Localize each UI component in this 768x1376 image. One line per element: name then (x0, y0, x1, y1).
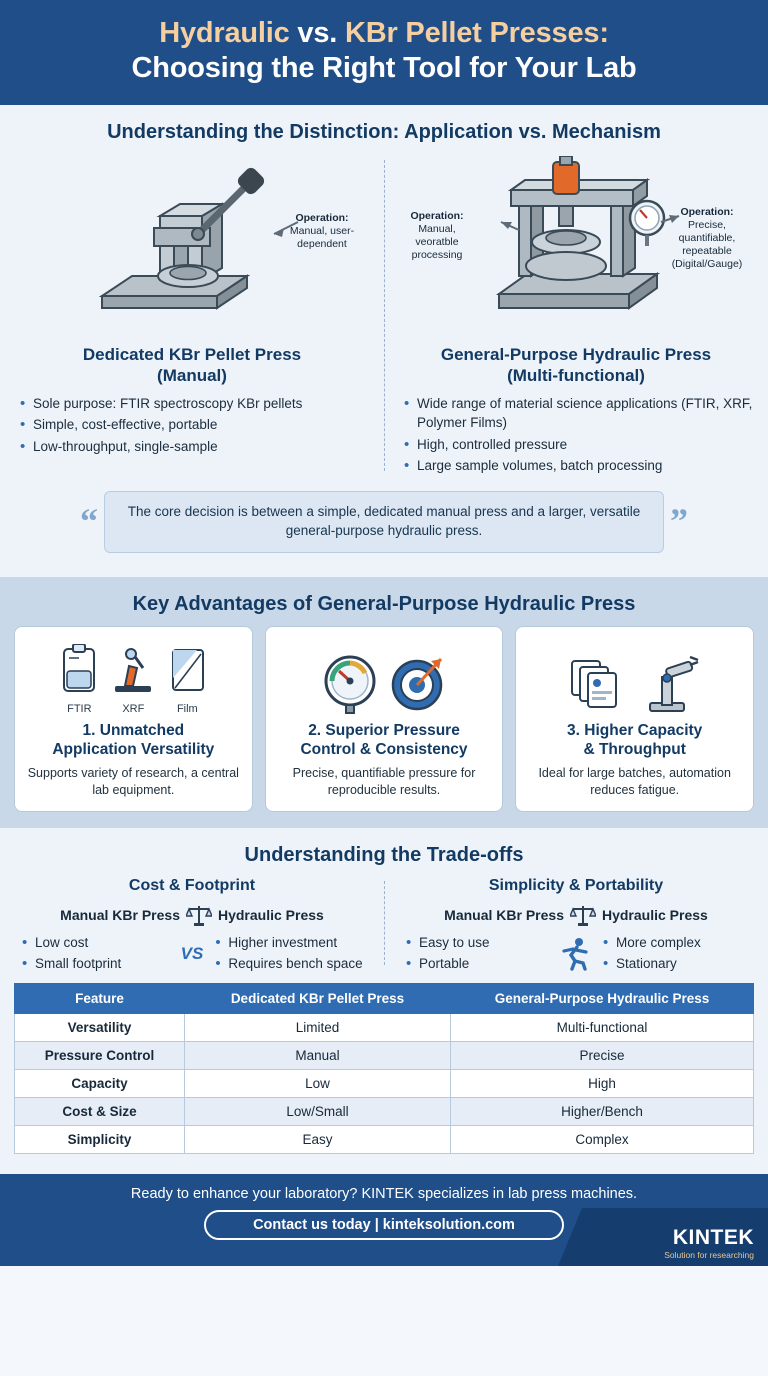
table-cell-kbr: Low/Small (184, 1098, 450, 1126)
table-row (15, 1014, 754, 1042)
icon-label-ftir: FTIR (67, 702, 92, 715)
film-sheet-icon (163, 644, 211, 696)
scales-icon (186, 903, 212, 927)
quote-text: The core decision is between a simple, dedicated manual press and a larger, versatile general-purpose hydraulic press. (104, 491, 664, 553)
list-item: • Portable (406, 954, 555, 973)
list-item: • Easy to use (406, 933, 555, 952)
table-cell-hydraulic: Higher/Bench (451, 1098, 754, 1126)
manual-press-column (0, 154, 384, 477)
table-header-hydraulic: General-Purpose Hydraulic Press (451, 984, 754, 1014)
table-row (15, 1126, 754, 1154)
list-item: • Simple, cost-effective, portable (20, 415, 370, 434)
cost-label-hydraulic: Hydraulic Press (217, 906, 324, 923)
comparison-columns (0, 154, 768, 477)
brand-tagline: Solution for researching (664, 1250, 754, 1261)
target-icon (387, 651, 449, 715)
advantage-3-heading-line1: 3. Higher Capacity (567, 721, 703, 739)
hydraulic-operation-callout-left (398, 210, 476, 263)
brand-logo (664, 1226, 754, 1260)
manual-press-heading (14, 344, 370, 387)
table-cell-kbr: Easy (184, 1126, 450, 1154)
list-item: • Small footprint (22, 954, 175, 973)
hydraulic-press-illustration (398, 154, 754, 344)
footer-text: Ready to enhance your laboratory? KINTEK specializes in lab press machines. (130, 1186, 638, 1203)
advantages-section (0, 577, 768, 828)
pressure-icons (276, 637, 493, 715)
simplicity-label-hydraulic: Hydraulic Press (601, 906, 708, 923)
list-item: • High, controlled pressure (404, 435, 754, 454)
footer-banner (0, 1174, 768, 1266)
table-cell-kbr: Low (184, 1070, 450, 1098)
advantage-1-heading-line1: 1. Unmatched (82, 721, 185, 739)
table-cell-feature: Pressure Control (15, 1042, 185, 1070)
table-cell-hydraulic: Complex (451, 1126, 754, 1154)
hydraulic-press-heading-line1: General-Purpose Hydraulic Press (440, 344, 712, 364)
list-item: • Stationary (603, 954, 752, 973)
tradeoffs-section (0, 828, 768, 1174)
sample-stack-icon (568, 651, 634, 715)
hydraulic-press-bullets (398, 394, 754, 475)
table-cell-kbr: Limited (184, 1014, 450, 1042)
advantage-card-3 (515, 626, 754, 812)
hydraulic-press-icon (461, 156, 691, 341)
cost-list-manual (16, 933, 175, 975)
table-row (15, 1042, 754, 1070)
table-header-feature: Feature (15, 984, 185, 1014)
page-title (18, 16, 750, 87)
advantage-3-heading (526, 721, 743, 759)
table-cell-hydraulic: High (451, 1070, 754, 1098)
list-item: • Large sample volumes, batch processing (404, 456, 754, 475)
hydraulic-press-column (384, 154, 768, 477)
icon-label-film: Film (176, 702, 198, 715)
robot-arm-icon (640, 651, 702, 715)
manual-press-heading-line2: (Manual) (157, 366, 227, 385)
list-item: • Low cost (22, 933, 175, 952)
hydraulic-operation-callout-right (660, 206, 754, 272)
manual-press-illustration (14, 154, 370, 344)
advantage-3-body: Ideal for large batches, automation reduces fatigue. (538, 766, 731, 797)
quote-open-icon: “ (80, 501, 98, 542)
comparison-table-wrapper (0, 975, 768, 1164)
title-mid: vs. (289, 17, 345, 49)
hydraulic-callout-left-title: Operation: (410, 209, 464, 222)
runner-icon (561, 937, 591, 971)
hydraulic-callout-right-title: Operation: (680, 205, 734, 218)
advantage-1-body: Supports variety of research, a central lab equipment. (27, 766, 239, 797)
list-item: • More complex (603, 933, 752, 952)
list-item: • Wide range of material science applications (FTIR, XRF, Polymer Films) (404, 394, 754, 432)
table-header-row (15, 984, 754, 1014)
pressure-gauge-icon (319, 651, 381, 715)
manual-callout-text: Manual, user-dependent (289, 224, 355, 250)
table-cell-hydraulic: Multi-functional (451, 1014, 754, 1042)
contact-cta-button[interactable]: Contact us today | kinteksolution.com (204, 1210, 564, 1240)
table-cell-feature: Capacity (15, 1070, 185, 1098)
list-item: • Low-throughput, single-sample (20, 437, 370, 456)
advantage-2-heading-line1: 2. Superior Pressure (308, 721, 460, 739)
manual-callout-title: Operation: (295, 211, 349, 224)
hydraulic-press-heading (398, 344, 754, 387)
advantage-2-heading (276, 721, 493, 759)
microscope-icon (109, 644, 157, 696)
cost-label-manual: Manual KBr Press (60, 906, 180, 923)
capacity-icons (526, 637, 743, 715)
cost-list-hydraulic (209, 933, 368, 975)
cost-footprint-column (0, 877, 384, 975)
simplicity-heading: Simplicity & Portability (488, 876, 664, 894)
advantage-cards (0, 626, 768, 812)
simplicity-lists (400, 933, 752, 975)
advantage-2-heading-line2: Control & Consistency (300, 740, 468, 758)
advantage-card-2 (265, 626, 504, 812)
versatility-icons (25, 637, 242, 715)
simplicity-list-manual (400, 933, 555, 975)
title-highlight-2: KBr Pellet Presses: (345, 17, 609, 49)
table-cell-feature: Simplicity (15, 1126, 185, 1154)
icon-label-xrf: XRF (122, 702, 145, 715)
distinction-section (0, 105, 768, 577)
table-row (15, 1070, 754, 1098)
tradeoff-columns (0, 877, 768, 975)
manual-operation-callout (276, 212, 368, 251)
hydraulic-press-heading-line2: (Multi-functional) (507, 366, 645, 385)
simplicity-subheads (400, 903, 752, 927)
vs-label: VS (180, 944, 204, 963)
table-row (15, 1098, 754, 1126)
cost-footprint-heading: Cost & Footprint (128, 876, 256, 894)
hydraulic-callout-left-text: Manual, veoratble processing (411, 222, 463, 262)
advantage-1-heading (25, 721, 242, 759)
table-cell-feature: Versatility (15, 1014, 185, 1042)
advantage-2-body: Precise, quantifiable pressure for reproducible results. (292, 766, 476, 797)
manual-press-heading-line1: Dedicated KBr Pellet Press (82, 344, 302, 364)
flask-icon (55, 644, 103, 696)
list-item: • Higher investment (215, 933, 368, 952)
advantage-1-heading-line2: Application Versatility (52, 740, 215, 758)
table-header-kbr: Dedicated KBr Pellet Press (184, 984, 450, 1014)
list-item: • Requires bench space (215, 954, 368, 973)
table-cell-feature: Cost & Size (15, 1098, 185, 1126)
brand-name: KINTEK (672, 1226, 754, 1250)
quote-close-icon: ” (670, 501, 688, 542)
advantages-title: Key Advantages of General-Purpose Hydraulic Press (132, 592, 636, 615)
title-subline: Choosing the Right Tool for Your Lab (131, 52, 637, 85)
key-quote (0, 477, 768, 569)
table-cell-hydraulic: Precise (451, 1042, 754, 1070)
scales-icon (570, 903, 596, 927)
tradeoffs-title: Understanding the Trade-offs (244, 843, 524, 866)
comparison-table (14, 983, 754, 1154)
advantage-card-1 (14, 626, 253, 812)
manual-press-bullets (14, 394, 370, 455)
distinction-title: Understanding the Distinction: Application vs. Mechanism (107, 120, 661, 143)
simplicity-list-hydraulic (597, 933, 752, 975)
table-cell-kbr: Manual (184, 1042, 450, 1070)
advantage-3-heading-line2: & Throughput (583, 740, 686, 758)
cost-subheads (16, 903, 368, 927)
hydraulic-callout-right-text: Precise, quantifiable, repeatable (Digital/Gauge) (671, 218, 743, 271)
list-item: • Sole purpose: FTIR spectroscopy KBr pellets (20, 394, 370, 413)
title-highlight-1: Hydraulic (159, 17, 290, 49)
cost-lists (16, 933, 368, 975)
simplicity-label-manual: Manual KBr Press (444, 906, 564, 923)
header-banner (0, 0, 768, 105)
simplicity-portability-column (384, 877, 768, 975)
